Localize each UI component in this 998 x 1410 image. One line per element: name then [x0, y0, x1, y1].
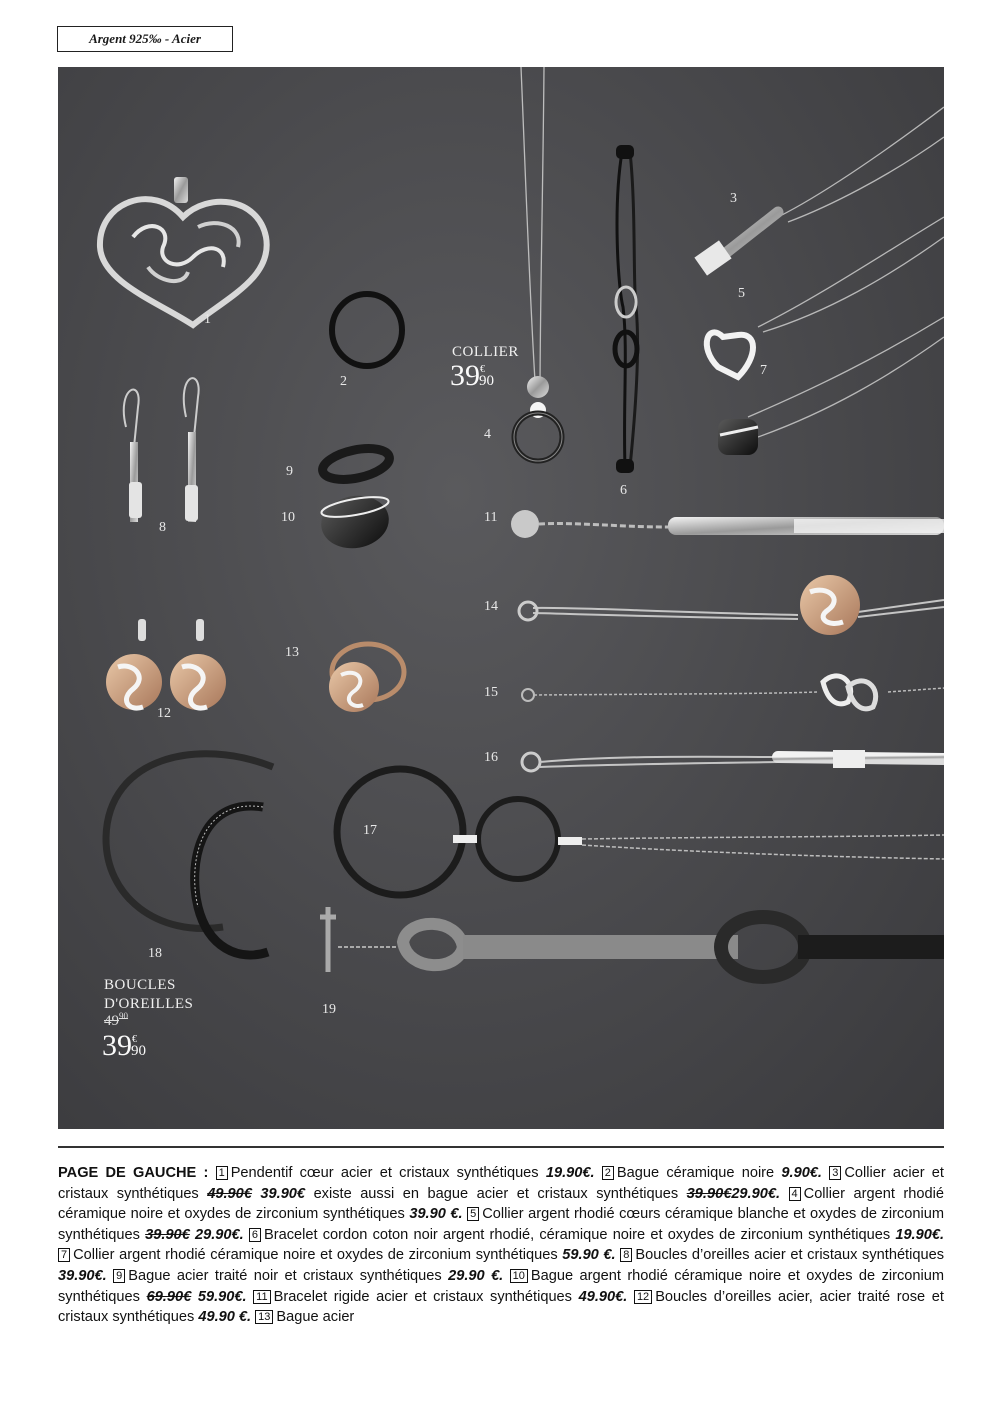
item-price-3: 39.90€: [260, 1185, 306, 1202]
item-number-19: 19: [322, 1002, 336, 1017]
item-text-2: Bague céramique noire: [616, 1165, 775, 1181]
item-box-11: 11: [253, 1290, 270, 1304]
item-text-7: Collier argent rhodié céramique noire et oxydes de zirconium synthétiques: [73, 1247, 558, 1264]
item-number-10: 10: [281, 510, 295, 525]
hearts-bracelet: [522, 676, 944, 709]
divider-line: [58, 1146, 944, 1148]
item-number-5: 5: [738, 286, 745, 301]
black-ceramic-ring: [332, 294, 402, 366]
heart-pendant: [100, 177, 267, 325]
item-box-10: 10: [510, 1269, 528, 1283]
product-descriptions: [58, 1163, 944, 1328]
item-number-3: 3: [730, 191, 737, 206]
item-box-3: 3: [829, 1166, 841, 1180]
section-heading: PAGE DE GAUCHE :: [58, 1165, 209, 1181]
rigid-bracelet: [511, 510, 944, 538]
round-earrings: [106, 619, 226, 710]
item-box-12: 12: [634, 1290, 652, 1304]
item-old-price-5: 39.90€: [145, 1226, 190, 1243]
item-number-16: 16: [484, 750, 498, 765]
item-number-2: 2: [340, 374, 347, 389]
item-text-6: Bracelet cordon coton noir argent rhodié, céramique noire et oxydes de zirconium synthétiques: [264, 1226, 891, 1243]
item-number-13: 13: [285, 645, 299, 660]
item-number-9: 9: [286, 464, 293, 479]
item-text-13: Bague acier: [276, 1309, 355, 1326]
item-old-price-10: 69.90€: [146, 1288, 192, 1305]
jewelry-photo: [58, 67, 944, 1129]
stacked-rings: [317, 443, 393, 553]
item-extra-3: existe aussi en bague acier et cristaux synthétiques: [313, 1185, 679, 1202]
item-box-5: 5: [467, 1207, 479, 1221]
item-number-15: 15: [484, 685, 498, 700]
yin-yang-bracelet: [519, 575, 944, 635]
long-necklace: [514, 67, 562, 461]
large-hoop-earrings: [106, 754, 273, 955]
item-price-7: 59.90 €.: [562, 1247, 616, 1264]
bar-bracelet: [522, 750, 944, 771]
item-price-5: 29.90€.: [195, 1226, 244, 1243]
catalog-section-tag: Argent 925‰ - Acier: [57, 26, 233, 52]
item-price-6: 19.90€.: [895, 1226, 945, 1243]
item-old-price-3: 49.90€: [207, 1185, 252, 1202]
item-box-13: 13: [255, 1310, 273, 1324]
item-price-11: 49.90€.: [578, 1288, 628, 1305]
collier-label: COLLIER: [452, 344, 519, 360]
item-number-6: 6: [620, 483, 627, 498]
hoop-necklace: [337, 769, 944, 895]
item-price-3b: 29.90€.: [731, 1185, 781, 1202]
item-price-9: 29.90 €.: [448, 1267, 504, 1284]
collier-price: 39€90: [450, 359, 494, 392]
item-text-3: Collier acier et cristaux synthétiques: [58, 1165, 944, 1202]
cord-bracelet: [615, 145, 638, 473]
item-number-18: 18: [148, 946, 162, 961]
necklaces-top-right: [694, 107, 944, 455]
item-text-5: Collier argent rhodié cœurs céramique blanche et oxydes de zirconium synthétiques: [58, 1206, 944, 1243]
item-box-7: 7: [58, 1248, 70, 1262]
item-text-12: Boucles d’oreilles acier, acier traité rose et cristaux synthétiques: [58, 1288, 944, 1326]
item-price-8: 39.90€.: [58, 1267, 107, 1284]
item-price-4: 39.90 €.: [409, 1206, 463, 1223]
item-number-1: 1: [204, 312, 211, 327]
item-box-6: 6: [249, 1228, 261, 1242]
boucles-old-price: $49^{90}$: [104, 1011, 128, 1029]
item-number-12: 12: [157, 706, 171, 721]
item-text-11: Bracelet rigide acier et cristaux synthétiques: [273, 1288, 572, 1305]
jewelry-illustration: [58, 67, 944, 1129]
item-box-1: 1: [216, 1166, 228, 1180]
item-text-1: Pendentif cœur acier et cristaux synthétiques: [230, 1165, 539, 1181]
item-text-9: Bague acier traité noir et cristaux synthétiques: [128, 1267, 442, 1284]
boucles-price: 39€90: [102, 1029, 146, 1062]
item-old-price-3b: 39.90€: [686, 1185, 732, 1202]
item-box-8: 8: [620, 1248, 632, 1262]
drop-earrings: [124, 378, 199, 522]
item-number-14: 14: [484, 599, 498, 614]
item-number-7: 7: [760, 363, 767, 378]
item-text-10: Bague argent rhodié céramique noire et oxydes de zirconium synthétiques: [58, 1267, 945, 1305]
boucles-label-line-2: D'OREILLES: [104, 996, 194, 1012]
item-number-4: 4: [484, 427, 491, 442]
item-number-11: 11: [484, 510, 498, 525]
boucles-label-line-1: BOUCLES: [104, 977, 176, 993]
item-price-12: 49.90 €.: [198, 1309, 252, 1326]
item-text-8: Boucles d’oreilles acier et cristaux synthétiques: [635, 1247, 945, 1264]
item-price-2: 9.90€.: [781, 1165, 822, 1181]
mesh-necklace: [320, 907, 944, 977]
item-box-4: 4: [789, 1187, 801, 1201]
item-price-10: 59.90€.: [197, 1288, 247, 1305]
item-box-2: 2: [602, 1166, 614, 1180]
rose-ring: [329, 644, 404, 712]
item-price-1: 19.90€.: [545, 1165, 595, 1181]
item-number-17: 17: [363, 823, 377, 838]
item-box-9: 9: [113, 1269, 125, 1283]
item-number-8: 8: [159, 520, 166, 535]
item-text-4: Collier argent rhodié céramique noire et oxydes de zirconium synthétiques: [58, 1185, 944, 1223]
